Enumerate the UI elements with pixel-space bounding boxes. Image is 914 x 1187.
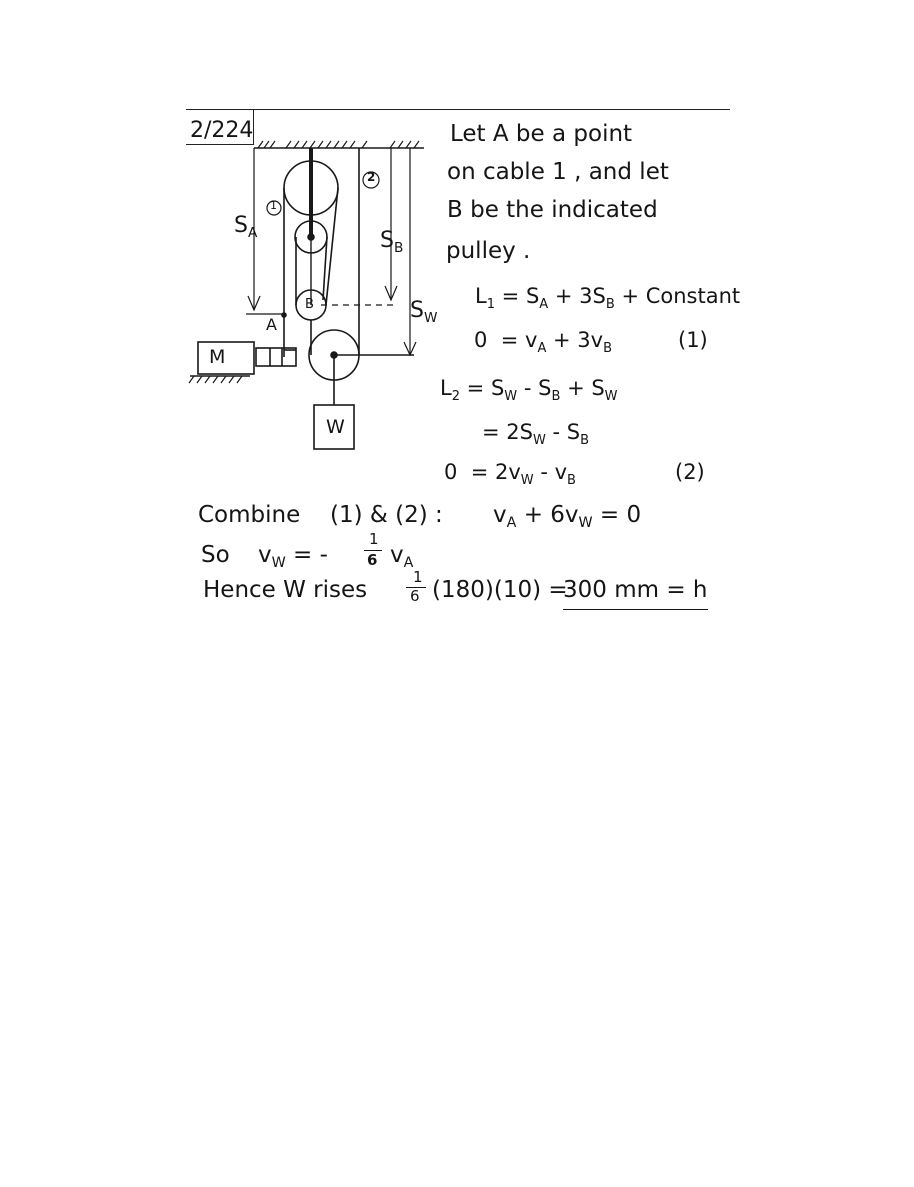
text-fragment: = - xyxy=(293,542,328,568)
text-fragment: + 3v xyxy=(553,328,604,352)
text-fragment: S xyxy=(380,228,394,253)
so-fraction-numerator: 1 xyxy=(369,530,379,548)
text-fragment: + Constant xyxy=(621,284,741,308)
text-fragment: - S xyxy=(523,376,552,400)
hence-fraction-numerator: 1 xyxy=(413,568,423,586)
text-fragment: L xyxy=(440,376,452,400)
text-fragment: A xyxy=(537,340,547,356)
text-fragment: W xyxy=(504,388,518,404)
equation-1 xyxy=(474,328,613,356)
text-fragment: W xyxy=(604,388,618,404)
text-fragment: + 3S xyxy=(554,284,606,308)
text-fragment: v xyxy=(258,542,272,568)
hence-label: Hence W rises xyxy=(203,577,368,603)
text-fragment: 1 xyxy=(486,296,495,312)
cable-1-label: 1 xyxy=(270,199,277,212)
text-fragment: + 6v xyxy=(523,502,579,528)
text-fragment: A xyxy=(247,225,258,242)
sw-label xyxy=(410,298,438,327)
text-fragment: = 0 xyxy=(599,502,642,528)
text-fragment: 2 xyxy=(451,388,460,404)
text-fragment: v xyxy=(390,542,404,568)
hence-calculation: (180)(10) = xyxy=(432,577,568,603)
equation-2 xyxy=(444,460,576,488)
so-lhs xyxy=(258,542,328,572)
hence-fraction-denominator: 6 xyxy=(410,587,420,605)
statement-line-4: pulley . xyxy=(446,238,531,264)
so-rhs xyxy=(390,542,414,572)
text-fragment: A xyxy=(506,515,517,532)
statement-line-1: Let A be a point xyxy=(450,121,633,147)
equation-l2-simplified xyxy=(482,420,590,448)
text-fragment: W xyxy=(532,432,546,448)
text-fragment: A xyxy=(403,555,414,572)
text-fragment: B xyxy=(580,432,590,448)
equation-2-tag: (2) xyxy=(675,460,705,484)
text-fragment: W xyxy=(423,310,438,327)
statement-line-3: B be the indicated xyxy=(447,197,658,223)
text-fragment: B xyxy=(603,340,613,356)
text-fragment: 0 xyxy=(444,460,458,484)
point-a-label: A xyxy=(266,315,277,334)
text-fragment: = S xyxy=(466,376,505,400)
so-fraction-denominator: 6 xyxy=(367,551,378,569)
equation-1-tag: (1) xyxy=(678,328,708,352)
sa-label xyxy=(234,213,258,242)
text-fragment: - S xyxy=(552,420,581,444)
text-fragment: S xyxy=(234,213,248,238)
text-fragment: B xyxy=(393,240,404,257)
text-fragment: W xyxy=(520,472,534,488)
combine-expression xyxy=(493,502,642,532)
pulley-diagram xyxy=(186,110,436,460)
text-fragment: 0 xyxy=(474,328,488,352)
problem-number: 2/224 xyxy=(190,118,254,143)
text-fragment: = v xyxy=(500,328,538,352)
equation-l1 xyxy=(475,284,741,312)
final-answer: 300 mm = h xyxy=(563,577,708,610)
text-fragment: + S xyxy=(567,376,605,400)
sb-label xyxy=(380,228,404,257)
text-fragment: - v xyxy=(540,460,568,484)
cable-2-label: 2 xyxy=(367,170,376,184)
ceiling-hatch xyxy=(258,141,419,148)
text-fragment: = 2v xyxy=(470,460,521,484)
text-fragment: B xyxy=(567,472,576,488)
text-fragment: S xyxy=(410,298,424,323)
text-fragment: W xyxy=(271,555,286,572)
text-fragment: v xyxy=(493,502,507,528)
combine-label: Combine xyxy=(198,502,301,528)
pulley-b-label: B xyxy=(305,297,314,312)
text-fragment: = 2S xyxy=(482,420,533,444)
so-label: So xyxy=(201,542,230,568)
statement-line-2: on cable 1 , and let xyxy=(447,159,669,185)
weight-w-label: W xyxy=(326,416,345,438)
text-fragment: B xyxy=(605,296,615,312)
text-fragment: W xyxy=(578,515,593,532)
text-fragment: = S xyxy=(501,284,540,308)
motor-m-label: M xyxy=(209,346,226,368)
combine-refs: (1) & (2) : xyxy=(330,502,443,528)
motor-m-box xyxy=(198,342,254,374)
equation-l2 xyxy=(440,376,618,404)
text-fragment: B xyxy=(551,388,561,404)
text-fragment: A xyxy=(539,296,549,312)
text-fragment: L xyxy=(475,284,487,308)
